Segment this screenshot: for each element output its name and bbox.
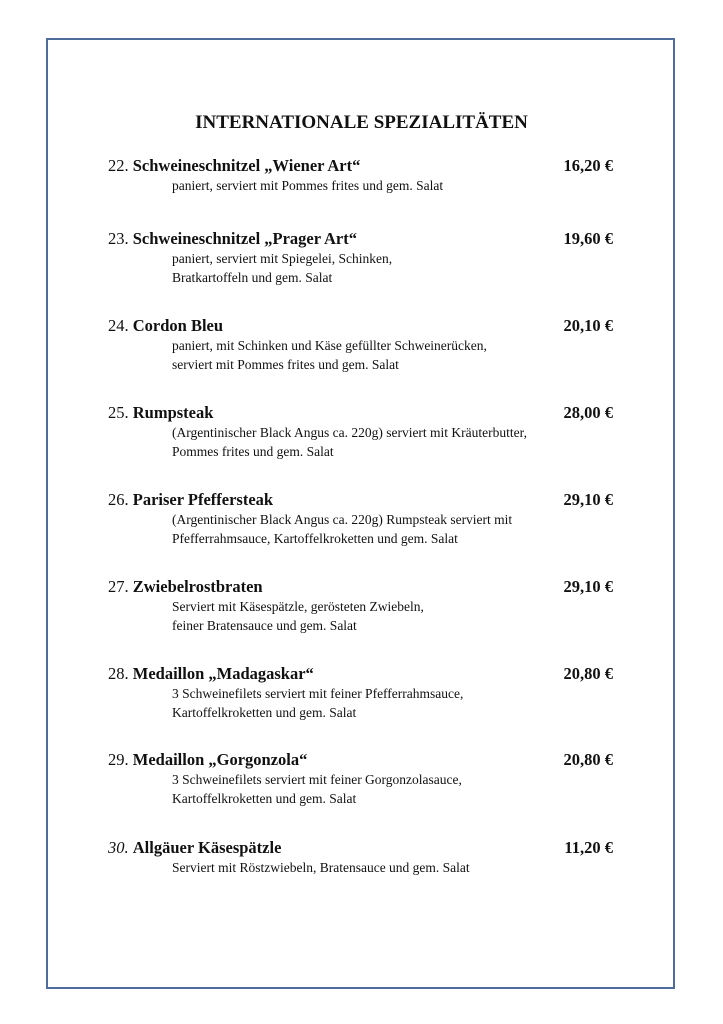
item-name: Pariser Pfeffersteak: [132, 490, 274, 509]
item-description-line: paniert, mit Schinken und Käse gefüllter Schweinerücken,: [172, 338, 487, 353]
section-title: INTERNATIONALE SPEZIALITÄTEN: [195, 112, 528, 133]
item-price: 28,00 €: [563, 403, 613, 422]
item-description-line: paniert, serviert mit Spiegelei, Schinken,: [172, 251, 393, 266]
menu-item: [108, 750, 613, 808]
item-description-line: serviert mit Pommes frites und gem. Salat: [172, 357, 399, 372]
item-number: 28.: [108, 664, 133, 683]
item-name: Medaillon „Madagaskar“: [132, 664, 314, 683]
menu-item-header: [108, 403, 613, 423]
item-name: Cordon Bleu: [132, 316, 224, 335]
menu-item: [108, 316, 613, 374]
item-price: 29,10 €: [563, 490, 613, 509]
item-number: 22.: [108, 156, 133, 175]
item-name: Schweineschnitzel „Wiener Art“: [132, 156, 361, 175]
item-price: 29,10 €: [563, 577, 613, 596]
menu-item-header: [108, 750, 613, 770]
item-description-line: Pommes frites und gem. Salat: [172, 444, 334, 459]
item-price: 20,10 €: [563, 316, 613, 335]
menu-item-header: [108, 577, 613, 597]
item-name: Medaillon „Gorgonzola“: [132, 750, 308, 769]
menu-item: [108, 577, 613, 635]
item-description-line: Kartoffelkroketten und gem. Salat: [172, 705, 357, 720]
menu-item-header: [108, 664, 613, 684]
item-description-line: Kartoffelkroketten und gem. Salat: [172, 791, 357, 806]
menu-item: [108, 229, 613, 287]
menu-item-header: [108, 838, 613, 858]
item-number: 23.: [108, 229, 133, 248]
item-description-line: Serviert mit Käsespätzle, gerösteten Zwiebeln,: [172, 599, 424, 614]
item-price: 11,20 €: [564, 838, 613, 857]
menu-item: [108, 156, 613, 195]
menu-item: [108, 664, 613, 722]
item-description-line: 3 Schweinefilets serviert mit feiner Gorgonzolasauce,: [172, 772, 462, 787]
item-description-line: (Argentinischer Black Angus ca. 220g) serviert mit Kräuterbutter,: [172, 425, 527, 440]
item-description-line: Bratkartoffeln und gem. Salat: [172, 270, 333, 285]
item-number: 24.: [108, 316, 133, 335]
item-name: Schweineschnitzel „Prager Art“: [132, 229, 357, 248]
menu-item: [108, 490, 613, 548]
menu-item: [108, 403, 613, 461]
menu-item: [108, 838, 613, 877]
item-name: Rumpsteak: [132, 403, 214, 422]
item-price: 16,20 €: [563, 156, 613, 175]
item-price: 20,80 €: [563, 664, 613, 683]
item-name: Zwiebelrostbraten: [132, 577, 263, 596]
item-number: 27.: [108, 577, 133, 596]
menu-item-header: [108, 156, 613, 176]
menu-item-header: [108, 229, 613, 249]
item-price: 19,60 €: [563, 229, 613, 248]
item-price: 20,80 €: [563, 750, 613, 769]
item-description-line: paniert, serviert mit Pommes frites und gem. Salat: [172, 178, 444, 193]
item-number: 25.: [108, 403, 133, 422]
item-description-line: (Argentinischer Black Angus ca. 220g) Rumpsteak serviert mit: [172, 512, 513, 527]
item-description-line: Serviert mit Röstzwiebeln, Bratensauce und gem. Salat: [172, 860, 470, 875]
item-description-line: feiner Bratensauce und gem. Salat: [172, 618, 357, 633]
item-number: 30.: [108, 838, 133, 857]
item-number: 26.: [108, 490, 133, 509]
item-description-line: 3 Schweinefilets serviert mit feiner Pfefferrahmsauce,: [172, 686, 464, 701]
menu-item-header: [108, 490, 613, 510]
item-number: 29.: [108, 750, 133, 769]
item-description-line: Pfefferrahmsauce, Kartoffelkroketten und gem. Salat: [172, 531, 458, 546]
menu-item-header: [108, 316, 613, 336]
item-name: Allgäuer Käsespätzle: [132, 838, 282, 857]
